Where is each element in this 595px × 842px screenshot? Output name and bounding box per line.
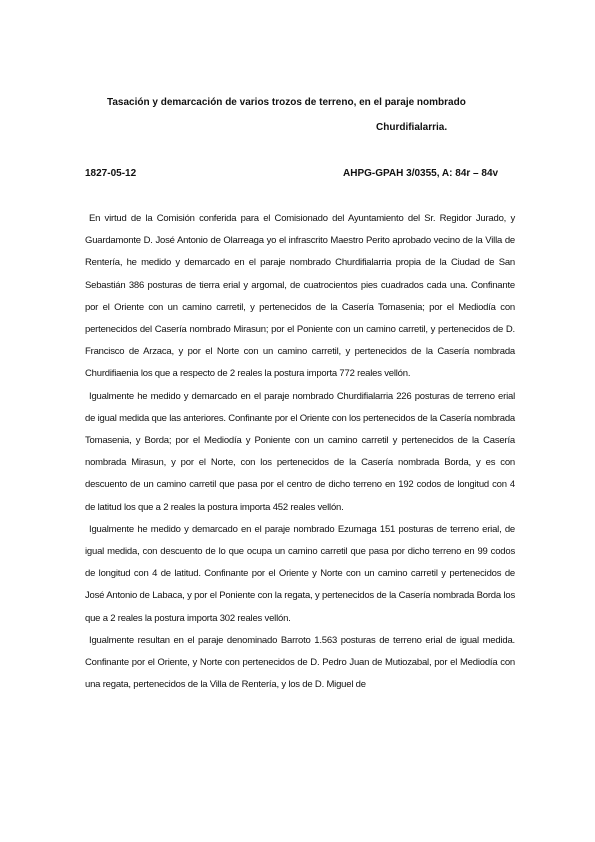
body-paragraph-4: Igualmente resultan en el paraje denominado Barroto 1.563 posturas de terreno erial de igual medida. Confinante por el Oriente, y Norte con pertenecidos de D. Pedro Juan de Mutiozabal, por el Mediodía con una regata, pertenecidos de la Villa de Rentería, y los de D. Miguel de [85, 634, 515, 691]
document-title-line-2: Churdifialarria. [376, 122, 448, 133]
document-body [85, 208, 515, 696]
body-paragraph-2: Igualmente he medido y demarcado en el paraje nombrado Churdifialarria 226 posturas de terreno erial de igual medida que las anteriores. Confinante por el Oriente con los pertenecidos de la Casería nombrada Tomasenia, y Borda; por el Mediodía y Poniente con un camino carretil y pertenecidos de la Casería nombrada Mirasun, y por el Norte, con los pertenecidos de la Casería nombrada Borda, y es con descuento de un camino carretil que pasa por el centro de dicho terreno en 192 codos de longitud con 4 de latitud los que a 2 reales la postura importa 452 reales vellón. [85, 390, 515, 513]
document-date: 1827-05-12 [85, 168, 137, 179]
body-paragraph-1: En virtud de la Comisión conferida para el Comisionado del Ayuntamiento del Sr. Regidor Jurado, y Guardamonte D. José Antonio de Olarreaga yo el infrascrito Maestro Perito aprobado vecino de la Villa de Rentería, he medido y demarcado en el paraje nombrado Churdifialarria propia de la Ciudad de San Sebastián 386 posturas de tierra erial y argomal, de cuatrocientos pies cuadrados cada una. Confinante por el Oriente con un camino carretil, y pertenecidos de la Casería Tomasenia; por el Mediodía con pertenecidos del Casería nombrado Mirasun; por el Poniente con un camino carretil, y pertenecidos de D. Francisco de Arzaca, y por el Norte con un camino carretil, y pertenecidos de la Casería nombrada Churdifiaenia los que a respecto de 2 reales la postura importa 772 reales vellón. [85, 213, 515, 380]
archive-reference: AHPG-GPAH 3/0355, A: 84r – 84v [343, 168, 499, 179]
document-title-line-1: Tasación y demarcación de varios trozos de terreno, en el paraje nombrado [107, 97, 466, 108]
body-paragraph-3: Igualmente he medido y demarcado en el paraje nombrado Ezumaga 151 posturas de terreno erial, de igual medida, con descuento de lo que ocupa un camino carretil que pasa por dicho terreno en 99 codos de longitud con 4 de latitud. Confinante por el Oriente y Norte con un camino carretil y pertenecidos de José Antonio de Labaca, y por el Poniente con la regata, y pertenecidos de la Casería nombrada Borda los que a 2 reales la postura importa 302 reales vellón. [85, 523, 515, 624]
